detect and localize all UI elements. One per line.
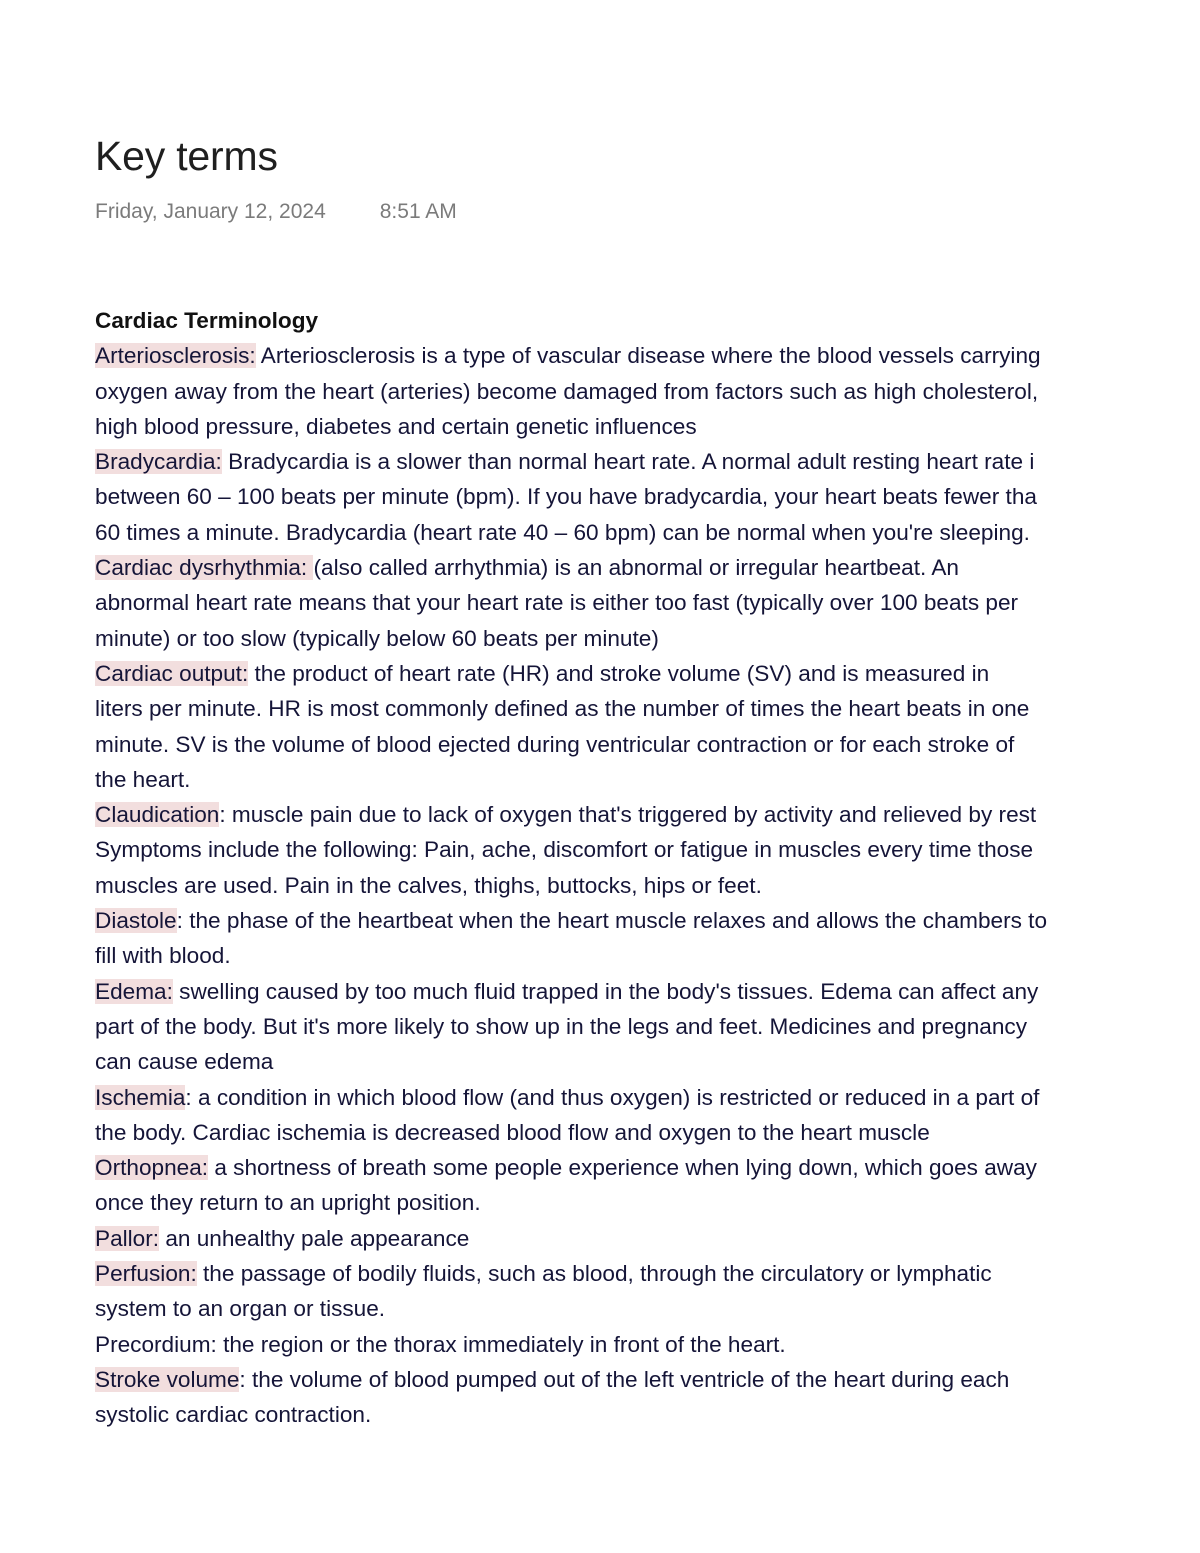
page-date: Friday, January 12, 2024 — [95, 200, 326, 223]
entry-line — [95, 1221, 1200, 1256]
definition-text: : a condition in which blood flow (and thus oxygen) is restricted or reduced in a part of — [185, 1084, 1040, 1110]
page-time: 8:51 AM — [379, 200, 457, 223]
definition-line: 60 times a minute. Bradycardia (heart rate 40 – 60 bpm) can be normal when you're sleeping. — [95, 519, 1030, 545]
term-label: Pallor: — [95, 1225, 160, 1251]
entry-line — [95, 444, 1200, 479]
term-label: Stroke volume — [95, 1366, 240, 1392]
definition-line: part of the body. But it's more likely to show up in the legs and feet. Medicines and pregnancy — [95, 1013, 1028, 1039]
definition-line: minute) or too slow (typically below 60 beats per minute) — [95, 625, 659, 651]
term-entry-cardiac-output — [95, 656, 1200, 797]
definition-text: a shortness of breath some people experience when lying down, which goes away — [208, 1155, 1037, 1181]
definition-text: : muscle pain due to lack of oxygen that's triggered by activity and relieved by rest — [219, 802, 1037, 828]
term-entry-orthopnea — [95, 1150, 1200, 1221]
definition-line: Symptoms include the following: Pain, ache, discomfort or fatigue in muscles every time those — [95, 837, 1034, 863]
definition-line: fill with blood. — [95, 943, 231, 969]
term-label: Ischemia — [95, 1084, 186, 1110]
term-label: Orthopnea: — [95, 1155, 209, 1181]
definition-line: the body. Cardiac ischemia is decreased blood flow and oxygen to the heart muscle — [95, 1119, 930, 1145]
clipped-next-line — [95, 1436, 1200, 1448]
definition-text: the product of heart rate (HR) and stroke volume (SV) and is measured in — [248, 660, 990, 686]
term-entry-bradycardia — [95, 444, 1200, 550]
definition-text: swelling caused by too much fluid trapped in the body's tissues. Edema can affect any — [172, 978, 1039, 1004]
entry-line — [95, 1256, 1200, 1291]
term-entry-cardiac-dysrhythmia — [95, 550, 1200, 656]
term-entry-stroke-volume — [95, 1362, 1200, 1433]
note-body[interactable] — [95, 303, 1200, 1448]
definition-line: muscles are used. Pain in the calves, thighs, buttocks, hips or feet. — [95, 872, 762, 898]
definition-line: can cause edema — [95, 1049, 274, 1075]
definition-line: once they return to an upright position. — [95, 1190, 481, 1216]
term-label: Perfusion: — [95, 1261, 197, 1287]
entry-line — [95, 974, 1200, 1009]
definition-line: abnormal heart rate means that your heart rate is either too fast (typically over 100 beats per — [95, 590, 1019, 616]
term-entry-claudication — [95, 797, 1200, 903]
definition-line: systolic cardiac contraction. — [95, 1402, 372, 1428]
term-entry-pallor — [95, 1221, 1200, 1256]
page-title[interactable]: Key terms — [95, 133, 278, 179]
definition-line: oxygen away from the heart (arteries) become damaged from factors such as high cholesterol, — [95, 378, 1039, 404]
entry-line — [95, 656, 1200, 691]
entry-line — [95, 1150, 1200, 1185]
definition-line: system to an organ or tissue. — [95, 1296, 386, 1322]
entry-line — [95, 1080, 1200, 1115]
entry-line — [95, 1327, 1200, 1362]
term-entry-arteriosclerosis — [95, 338, 1200, 444]
term-label: Arteriosclerosis: — [95, 343, 256, 369]
page-timestamp — [95, 200, 457, 224]
term-entry-ischemia — [95, 1080, 1200, 1151]
definition-text: : the volume of blood pumped out of the left ventricle of the heart during each — [239, 1366, 1010, 1392]
entry-line — [95, 338, 1200, 373]
definition-text: Bradycardia is a slower than normal heart rate. A normal adult resting heart rate i — [221, 449, 1035, 475]
definition-line: liters per minute. HR is most commonly defined as the number of times the heart beats in one — [95, 696, 1030, 722]
term-label: Precordium: — [95, 1331, 217, 1357]
definition-line: high blood pressure, diabetes and certain genetic influences — [95, 413, 697, 439]
term-entry-precordium — [95, 1327, 1200, 1362]
entry-line — [95, 903, 1200, 938]
definition-text: the passage of bodily fluids, such as blood, through the circulatory or lymphatic — [196, 1261, 992, 1287]
section-heading: Cardiac Terminology — [95, 308, 319, 333]
term-entry-perfusion — [95, 1256, 1200, 1327]
definition-text: an unhealthy pale appearance — [159, 1225, 470, 1251]
term-label: Cardiac dysrhythmia: — [95, 555, 314, 581]
entry-line — [95, 797, 1200, 832]
entry-line — [95, 550, 1200, 585]
entry-line — [95, 1362, 1200, 1397]
term-entry-edema — [95, 974, 1200, 1080]
term-entry-diastole — [95, 903, 1200, 974]
definition-line: between 60 – 100 beats per minute (bpm). If you have bradycardia, your heart beats fewer tha — [95, 484, 1037, 510]
term-label: Bradycardia: — [95, 449, 222, 475]
definition-text: (also called arrhythmia) is an abnormal or irregular heartbeat. An — [313, 555, 959, 581]
definition-line: the heart. — [95, 766, 191, 792]
definition-text: the region or the thorax immediately in front of the heart. — [216, 1331, 786, 1357]
definition-line: minute. SV is the volume of blood ejected during ventricular contraction or for each stroke of — [95, 731, 1015, 757]
definition-text: : the phase of the heartbeat when the heart muscle relaxes and allows the chambers to — [176, 908, 1048, 934]
term-label: Diastole — [95, 908, 177, 934]
term-label: Claudication — [95, 802, 220, 828]
term-label: Edema: — [95, 978, 173, 1004]
definition-text: Arteriosclerosis is a type of vascular disease where the blood vessels carrying — [255, 343, 1041, 369]
term-label: Cardiac output: — [95, 660, 249, 686]
